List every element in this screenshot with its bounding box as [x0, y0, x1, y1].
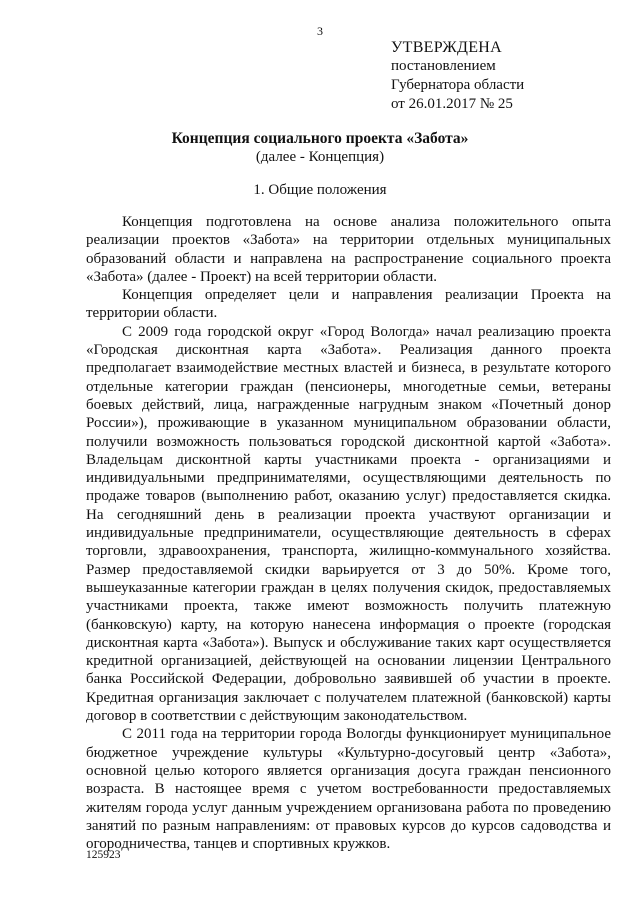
document-code: 125923 [86, 849, 121, 861]
page-number: 3 [317, 24, 323, 38]
approval-line: Губернатора области [391, 77, 525, 93]
approval-date-line: от 26.01.2017 № 25 [391, 96, 513, 112]
document-body [86, 213, 611, 853]
paragraph: Концепция определяет цели и направления реализации Проекта на территории области. [86, 287, 611, 322]
approval-line: постановлением [391, 58, 496, 74]
paragraph: Концепция подготовлена на основе анализа положительного опыта реализации проектов «Забота» на территории отдельных муниципальных образований области и направлена на распространение социального проекта «Забота» (далее - Проект) на всей территории области. [86, 214, 611, 285]
approval-stamp [391, 38, 524, 114]
paragraph: С 2009 года городской округ «Город Вологда» начал реализацию проекта «Городская дисконтная карта «Забота». Реализация данного проекта предполагает взаимодействие местных властей и бизнеса, в результате которого отдельные категории граждан (пенсионеры, многодетные семьи, ветераны боевых действий, лица, награжденные нагрудным знаком «Почетный донор России»), проживающие в указанном муниципальном образовании области, получили возможность пользоваться городской дисконтной картой «Забота». Владельцам дисконтной карты участниками проекта - организациями и индивидуальными предпринимателями, осуществляющими деятельность по продаже товаров (выполнению работ, оказанию услуг) предоставляется скидка. На сегодняшний день в реализации проекта участвуют организации и индивидуальные предприниматели, осуществляющие деятельность в сферах торговли, здравоохранения, транспорта, жилищно-коммунального хозяйства. Размер предоставляемой скидки варьируется от 3 до 50%. Кроме того, вышеуказанные категории граждан в целях получения скидок, предоставляемых участниками проекта, также имеют возможность получить платежную (банковскую) карту, на которую нанесена информация о проекте (городская дисконтная карта «Забота»). Выпуск и обслуживание таких карт осуществляется кредитной организацией, действующей на основании лицензии Центрального банка Российской Федерации, добровольно заявившей об участии в проекте. Кредитная организация заключает с получателем платежной (банковской) карты договор в соответствии с действующим законодательством. [86, 323, 611, 725]
paragraph: С 2011 года на территории города Вологды функционирует муниципальное бюджетное учреждение культуры «Культурно-досуговый центр «Забота», основной целью которого является организация досуга граждан пенсионного возраста. В настоящее время с учетом востребованности предоставляемых жителям города услуг данным учреждением организована работа по проведению занятий по разным направлениям: от правовых курсов до курсов садоводства и огородничества, танцев и спортивных кружков. [86, 726, 611, 853]
document-subtitle: (далее - Концепция) [255, 149, 385, 165]
approval-title: УТВЕРЖДЕНА [391, 39, 503, 56]
document-title: Концепция социального проекта «Забота» [171, 130, 469, 147]
section-heading: 1. Общие положения [253, 182, 387, 198]
